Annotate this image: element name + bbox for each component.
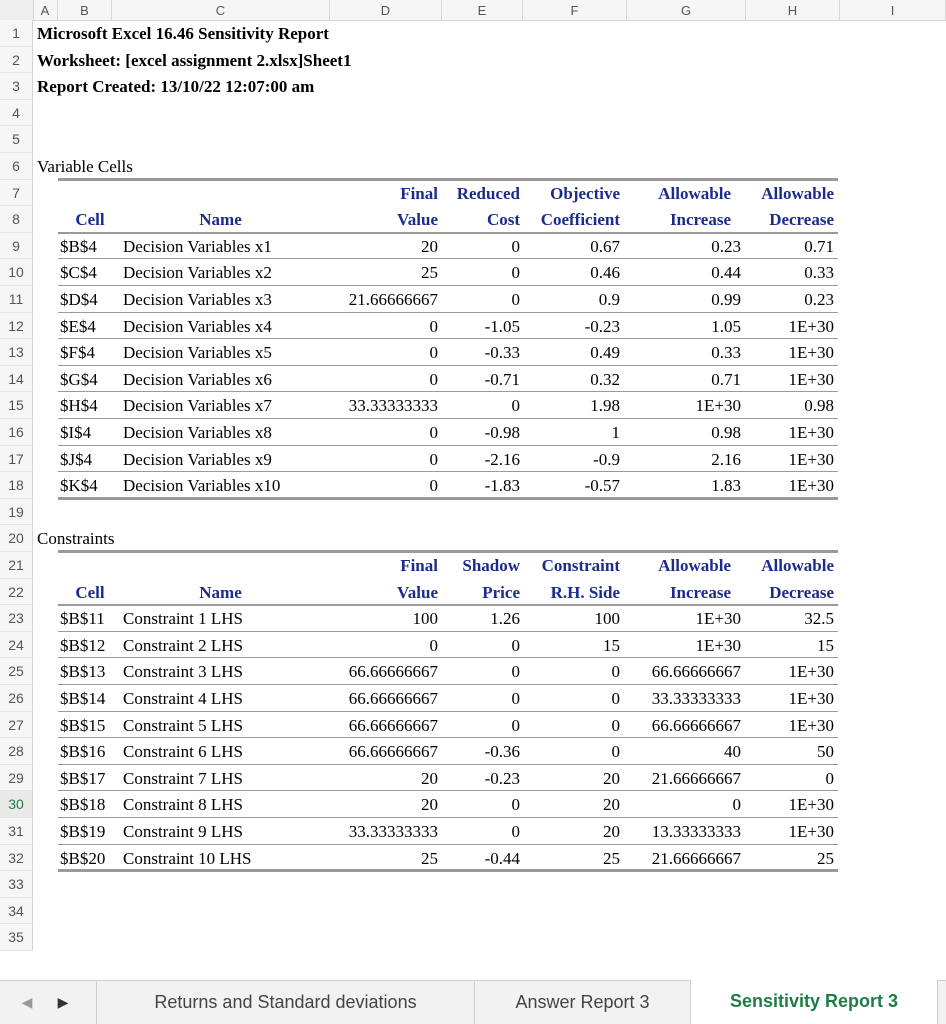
cell-coefficient-or-rhs[interactable]: 100	[594, 609, 620, 629]
sheet-row-32	[0, 845, 946, 872]
header-final-value[interactable]: Value	[397, 210, 438, 230]
cell-coefficient-or-rhs[interactable]: 1.98	[590, 396, 620, 416]
row-number[interactable]: 15	[0, 392, 33, 419]
cell-cell[interactable]: $D$4	[60, 290, 98, 309]
cell-final-value[interactable]: 0	[429, 423, 438, 442]
row-number[interactable]: 16	[0, 419, 33, 446]
row-number[interactable]: 7	[0, 180, 33, 207]
cell-allowable-decrease[interactable]: 0.98	[804, 396, 834, 416]
cell-allowable-decrease[interactable]: 1E+30	[788, 476, 834, 496]
sheet-row-28	[0, 738, 946, 765]
cell-cell[interactable]: $K$4	[60, 476, 98, 496]
cell-cost-or-price[interactable]: 0	[511, 689, 520, 708]
column-header-h[interactable]: H	[746, 0, 840, 20]
cell-name[interactable]: Constraint 10 LHS	[123, 848, 252, 868]
cell-cell[interactable]: $B$4	[60, 236, 97, 256]
sheet-row-3	[0, 73, 946, 100]
constraints-row-rule	[58, 631, 838, 632]
row-number[interactable]: 30	[0, 791, 33, 818]
cell-name[interactable]: Decision Variables x3	[123, 290, 272, 309]
cell-final-value[interactable]: 0	[429, 316, 438, 336]
cell-final-value[interactable]: 20	[421, 768, 438, 788]
header-final-value-top[interactable]: Final	[400, 556, 438, 575]
cell-allowable-increase[interactable]: 13.33333333	[651, 822, 741, 841]
sheet-row-31	[0, 818, 946, 845]
cell-coefficient-or-rhs[interactable]: 1	[611, 423, 620, 442]
cell-allowable-increase[interactable]: 2.16	[711, 449, 741, 469]
cell-name[interactable]: Decision Variables x2	[123, 263, 272, 283]
row-number[interactable]: 31	[0, 818, 33, 845]
row-number[interactable]: 10	[0, 259, 33, 286]
row-number[interactable]: 6	[0, 153, 33, 180]
cell-name[interactable]: Constraint 8 LHS	[123, 795, 243, 815]
sheet-row-9	[0, 233, 946, 260]
cell-coefficient-or-rhs[interactable]: 0	[611, 689, 620, 708]
cell-name[interactable]: Decision Variables x1	[123, 236, 272, 256]
cell-allowable-increase[interactable]: 0.23	[711, 236, 741, 256]
cell-allowable-decrease[interactable]: 1E+30	[788, 715, 834, 735]
cell-final-value[interactable]: 66.66666667	[348, 689, 438, 708]
cell-allowable-increase[interactable]: 21.66666667	[651, 768, 741, 788]
cell-allowable-decrease[interactable]: 32.5	[804, 609, 834, 629]
row-number[interactable]: 33	[0, 871, 33, 898]
cell-allowable-increase[interactable]: 0.71	[711, 369, 741, 389]
constraints-bottom-rule	[58, 869, 838, 872]
header-coefficient-or-rhs-top[interactable]: Constraint	[541, 556, 620, 575]
sheet-row-4	[0, 100, 946, 127]
cell-allowable-increase[interactable]: 66.66666667	[651, 715, 741, 735]
sheet-row-12	[0, 313, 946, 340]
header-coefficient-or-rhs-top[interactable]: Objective	[550, 183, 620, 203]
sheet-row-19	[0, 499, 946, 526]
cell-final-value[interactable]: 100	[412, 609, 438, 629]
cell-allowable-decrease[interactable]: 1E+30	[788, 689, 834, 708]
cell-allowable-decrease[interactable]: 15	[817, 635, 834, 655]
cell-cost-or-price[interactable]: 1.26	[490, 609, 520, 629]
cell-cell[interactable]: $E$4	[60, 316, 96, 336]
cell-cost-or-price[interactable]: 0	[511, 715, 520, 735]
sheet-row-14	[0, 366, 946, 393]
row-number[interactable]: 26	[0, 685, 33, 712]
cell-final-value[interactable]: 66.66666667	[348, 742, 438, 762]
header-name[interactable]: Name	[199, 210, 242, 230]
header-allowable-increase[interactable]: Increase	[669, 210, 731, 230]
sheet-row-11	[0, 286, 946, 313]
constraints-row-rule	[58, 764, 838, 765]
cell-final-value[interactable]: 0	[429, 343, 438, 363]
cell-allowable-decrease[interactable]: 1E+30	[788, 369, 834, 389]
row-number[interactable]: 34	[0, 898, 33, 925]
select-all-corner[interactable]	[0, 0, 34, 20]
cell-coefficient-or-rhs[interactable]: 20	[603, 795, 620, 815]
cell-cell[interactable]: $H$4	[60, 396, 98, 416]
column-header-d[interactable]: D	[330, 0, 442, 20]
sheet-row-29	[0, 765, 946, 792]
report-created[interactable]: Report Created: 13/10/22 12:07:00 am	[37, 77, 315, 97]
cell-name[interactable]: Decision Variables x10	[123, 476, 281, 496]
cell-allowable-decrease[interactable]: 0	[825, 768, 834, 788]
cell-cell[interactable]: $G$4	[60, 369, 98, 389]
cell-cost-or-price[interactable]: -0.44	[484, 848, 520, 868]
cell-cost-or-price[interactable]: -0.23	[484, 768, 520, 788]
column-header-c[interactable]: C	[112, 0, 330, 20]
row-number[interactable]: 14	[0, 366, 33, 393]
cell-name[interactable]: Constraint 2 LHS	[123, 635, 243, 655]
sheet-row-20	[0, 525, 946, 552]
report-title[interactable]: Microsoft Excel 16.46 Sensitivity Report	[37, 24, 329, 43]
row-number[interactable]: 22	[0, 579, 33, 606]
cell-allowable-increase[interactable]: 1E+30	[695, 609, 741, 629]
cell-name[interactable]: Decision Variables x4	[123, 316, 272, 336]
column-header-a[interactable]: A	[33, 0, 58, 20]
cell-coefficient-or-rhs[interactable]: 0.67	[590, 236, 620, 256]
sheet-row-34	[0, 898, 946, 925]
cell-cell[interactable]: $B$16	[60, 742, 106, 762]
constraints-header-rule	[58, 604, 838, 606]
cell-coefficient-or-rhs[interactable]: 0	[611, 662, 620, 682]
sheet-tab-bar	[0, 980, 946, 1024]
row-number[interactable]: 9	[0, 233, 33, 260]
column-header-g[interactable]: G	[627, 0, 746, 20]
cell-allowable-decrease[interactable]: 1E+30	[788, 822, 834, 841]
cell-cost-or-price[interactable]: -0.33	[484, 343, 520, 363]
row-number[interactable]: 28	[0, 738, 33, 765]
cell-coefficient-or-rhs[interactable]: 0.9	[598, 290, 620, 309]
cell-coefficient-or-rhs[interactable]: 20	[603, 768, 620, 788]
header-cost-or-price[interactable]: Price	[482, 582, 520, 602]
header-allowable-increase-top[interactable]: Allowable	[658, 556, 731, 575]
cell-coefficient-or-rhs[interactable]: -0.9	[593, 449, 620, 469]
cell-cost-or-price[interactable]: -0.71	[484, 369, 520, 389]
cell-allowable-decrease[interactable]: 25	[817, 848, 834, 868]
cell-allowable-increase[interactable]: 40	[724, 742, 741, 762]
cell-allowable-increase[interactable]: 0	[732, 795, 741, 815]
cell-cell[interactable]: $B$14	[60, 689, 106, 708]
header-cell[interactable]: Cell	[75, 582, 105, 602]
tab-answer-report-3[interactable]: Answer Report 3	[474, 981, 690, 1024]
cell-cell[interactable]: $C$4	[60, 263, 97, 283]
cell-cost-or-price[interactable]: -0.36	[484, 742, 520, 762]
variable_cells-row-rule	[58, 365, 838, 366]
cell-final-value[interactable]: 20	[421, 236, 438, 256]
constraints-row-rule	[58, 844, 838, 845]
row-number[interactable]: 4	[0, 100, 33, 127]
sheet-row-33	[0, 871, 946, 898]
cell-allowable-decrease[interactable]: 0.71	[804, 236, 834, 256]
header-allowable-decrease-top[interactable]: Allowable	[761, 556, 834, 575]
sheet-row-10	[0, 259, 946, 286]
cell-allowable-increase[interactable]: 0.33	[711, 343, 741, 363]
cell-final-value[interactable]: 25	[421, 848, 438, 868]
row-number[interactable]: 3	[0, 73, 33, 100]
header-cost-or-price-top[interactable]: Shadow	[462, 556, 520, 575]
sheet-row-13	[0, 339, 946, 366]
cell-allowable-increase[interactable]: 1.83	[711, 476, 741, 496]
tab-sensitivity-report-3[interactable]: Sensitivity Report 3	[690, 980, 938, 1024]
cell-name[interactable]: Constraint 7 LHS	[123, 768, 243, 788]
sheet-row-24	[0, 632, 946, 659]
row-number[interactable]: 29	[0, 765, 33, 792]
constraints-row-rule	[58, 711, 838, 712]
column-header-i[interactable]: I	[840, 0, 946, 20]
cell-allowable-decrease[interactable]: 1E+30	[788, 662, 834, 682]
cell-cell[interactable]: $B$17	[60, 768, 106, 788]
header-cost-or-price-top[interactable]: Reduced	[456, 183, 520, 203]
header-final-value-top[interactable]: Final	[400, 183, 438, 203]
cell-final-value[interactable]: 0	[429, 449, 438, 469]
cell-allowable-increase[interactable]: 1.05	[711, 316, 741, 336]
cell-allowable-decrease[interactable]: 1E+30	[788, 316, 834, 336]
header-allowable-increase-top[interactable]: Allowable	[658, 183, 731, 203]
cell-allowable-increase[interactable]: 1E+30	[695, 396, 741, 416]
cell-allowable-decrease[interactable]: 1E+30	[788, 449, 834, 469]
cell-cost-or-price[interactable]: 0	[511, 263, 520, 283]
variable-cells-section-title[interactable]: Variable Cells	[37, 157, 133, 176]
constraints-top-rule	[58, 550, 838, 553]
sheet-row-25	[0, 658, 946, 685]
cell-final-value[interactable]: 0	[429, 635, 438, 655]
cell-allowable-increase[interactable]: 0.98	[711, 423, 741, 442]
next-sheet-arrow-icon[interactable]: ▶	[57, 994, 69, 1010]
cell-cost-or-price[interactable]: 0	[511, 635, 520, 655]
header-allowable-increase[interactable]: Increase	[669, 582, 731, 602]
cell-name[interactable]: Constraint 3 LHS	[123, 662, 243, 682]
sheet-row-22	[0, 579, 946, 606]
cell-name[interactable]: Constraint 4 LHS	[123, 689, 243, 708]
cell-cell[interactable]: $B$19	[60, 822, 106, 841]
cell-allowable-decrease[interactable]: 0.33	[804, 263, 834, 283]
cell-cell[interactable]: $B$11	[60, 609, 105, 629]
cell-final-value[interactable]: 25	[421, 263, 438, 283]
cell-coefficient-or-rhs[interactable]: 0.46	[590, 263, 620, 283]
cell-final-value[interactable]: 66.66666667	[348, 715, 438, 735]
constraints-row-rule	[58, 817, 838, 818]
column-header-bar	[0, 0, 946, 21]
cell-name[interactable]: Decision Variables x9	[123, 449, 272, 469]
row-number[interactable]: 5	[0, 126, 33, 153]
row-number[interactable]: 8	[0, 206, 33, 233]
sheet-row-5	[0, 126, 946, 153]
cell-allowable-decrease[interactable]: 1E+30	[788, 343, 834, 363]
sheet-row-16	[0, 419, 946, 446]
header-coefficient-or-rhs[interactable]: Coefficient	[540, 210, 620, 230]
cell-name[interactable]: Constraint 5 LHS	[123, 715, 243, 735]
header-allowable-decrease[interactable]: Decrease	[769, 210, 834, 230]
cell-allowable-increase[interactable]: 1E+30	[695, 635, 741, 655]
variable_cells-row-rule	[58, 445, 838, 446]
row-number[interactable]: 21	[0, 552, 33, 579]
cell-final-value[interactable]: 33.33333333	[348, 822, 438, 841]
cell-allowable-decrease[interactable]: 1E+30	[788, 795, 834, 815]
cell-name[interactable]: Decision Variables x7	[123, 396, 272, 416]
cell-allowable-decrease[interactable]: 0.23	[804, 290, 834, 309]
cell-cell[interactable]: $I$4	[60, 423, 92, 442]
cell-cost-or-price[interactable]: -1.05	[484, 316, 520, 336]
sheet-row-23	[0, 605, 946, 632]
cell-final-value[interactable]: 66.66666667	[348, 662, 438, 682]
cell-allowable-decrease[interactable]: 1E+30	[788, 423, 834, 442]
header-coefficient-or-rhs[interactable]: R.H. Side	[550, 582, 620, 602]
sheet-row-8	[0, 206, 946, 233]
row-number[interactable]: 18	[0, 472, 33, 499]
row-number[interactable]: 32	[0, 845, 33, 872]
sheet-row-26	[0, 685, 946, 712]
cell-cost-or-price[interactable]: 0	[511, 236, 520, 256]
cell-cost-or-price[interactable]: -2.16	[484, 449, 520, 469]
cell-allowable-increase[interactable]: 66.66666667	[651, 662, 741, 682]
variable_cells-top-rule	[58, 178, 838, 181]
constraints-row-rule	[58, 684, 838, 685]
column-header-b[interactable]: B	[58, 0, 112, 20]
constraints-row-rule	[58, 737, 838, 738]
row-number[interactable]: 12	[0, 313, 33, 340]
cell-cell[interactable]: $F$4	[60, 343, 95, 363]
sheet-row-2	[0, 47, 946, 74]
cell-cell[interactable]: $B$15	[60, 715, 106, 735]
header-cell[interactable]: Cell	[75, 210, 105, 230]
variable_cells-header-rule	[58, 232, 838, 234]
sheet-row-18	[0, 472, 946, 499]
variable_cells-row-rule	[58, 312, 838, 313]
sheet-row-21	[0, 552, 946, 579]
cell-cost-or-price[interactable]: -1.83	[484, 476, 520, 496]
variable_cells-row-rule	[58, 258, 838, 259]
column-header-e[interactable]: E	[442, 0, 523, 20]
cell-cost-or-price[interactable]: 0	[511, 662, 520, 682]
cell-cell[interactable]: $B$13	[60, 662, 106, 682]
cell-cost-or-price[interactable]: 0	[511, 822, 520, 841]
cell-cost-or-price[interactable]: -0.98	[484, 423, 520, 442]
cell-cost-or-price[interactable]: 0	[511, 795, 520, 815]
cell-allowable-increase[interactable]: 0.99	[711, 290, 741, 309]
report-worksheet[interactable]: Worksheet: [excel assignment 2.xlsx]Sheet1	[37, 50, 352, 70]
row-number[interactable]: 25	[0, 658, 33, 685]
cell-allowable-increase[interactable]: 21.66666667	[651, 848, 741, 868]
cell-final-value[interactable]: 20	[421, 795, 438, 815]
cell-cell[interactable]: $J$4	[60, 449, 93, 469]
variable_cells-row-rule	[58, 338, 838, 339]
cell-allowable-increase[interactable]: 0.44	[711, 263, 741, 283]
cell-coefficient-or-rhs[interactable]: 20	[603, 822, 620, 841]
variable_cells-row-rule	[58, 285, 838, 286]
cell-coefficient-or-rhs[interactable]: -0.23	[584, 316, 620, 336]
cell-allowable-increase[interactable]: 33.33333333	[651, 689, 741, 708]
cell-cost-or-price[interactable]: 0	[511, 396, 520, 416]
cell-cost-or-price[interactable]: 0	[511, 290, 520, 309]
cell-final-value[interactable]: 0	[429, 476, 438, 496]
sheet-row-1	[0, 20, 946, 47]
constraints-section-title[interactable]: Constraints	[37, 529, 115, 549]
row-number[interactable]: 35	[0, 924, 33, 951]
cell-cell[interactable]: $B$20	[60, 848, 106, 868]
cell-coefficient-or-rhs[interactable]: 0.49	[590, 343, 620, 363]
cell-name[interactable]: Constraint 6 LHS	[123, 742, 243, 762]
header-final-value[interactable]: Value	[397, 582, 438, 602]
cell-name[interactable]: Decision Variables x8	[123, 423, 272, 442]
tab-returns-and-standard-deviations[interactable]: Returns and Standard deviations	[96, 981, 474, 1024]
sheet-row-6	[0, 153, 946, 180]
sheet-row-27	[0, 712, 946, 739]
cell-coefficient-or-rhs[interactable]: 15	[603, 635, 620, 655]
variable_cells-row-rule	[58, 391, 838, 392]
row-number[interactable]: 1	[0, 20, 33, 47]
row-number[interactable]: 17	[0, 446, 33, 473]
row-number[interactable]: 27	[0, 712, 33, 739]
constraints-row-rule	[58, 790, 838, 791]
cell-name[interactable]: Decision Variables x5	[123, 343, 272, 363]
cell-coefficient-or-rhs[interactable]: 0	[611, 742, 620, 762]
header-allowable-decrease[interactable]: Decrease	[769, 582, 834, 602]
cell-name[interactable]: Constraint 1 LHS	[123, 609, 243, 629]
row-number[interactable]: 13	[0, 339, 33, 366]
cell-name[interactable]: Constraint 9 LHS	[123, 822, 243, 841]
row-number[interactable]: 23	[0, 605, 33, 632]
row-number[interactable]: 24	[0, 632, 33, 659]
cell-coefficient-or-rhs[interactable]: 25	[603, 848, 620, 868]
row-number[interactable]: 19	[0, 499, 33, 526]
row-number[interactable]: 2	[0, 47, 33, 74]
sheet-row-7	[0, 180, 946, 207]
prev-sheet-arrow-icon[interactable]: ◀	[21, 994, 33, 1010]
header-allowable-decrease-top[interactable]: Allowable	[761, 183, 834, 203]
sheet-row-15	[0, 392, 946, 419]
header-cost-or-price[interactable]: Cost	[486, 210, 520, 230]
sheet-row-17	[0, 446, 946, 473]
header-name[interactable]: Name	[199, 582, 242, 602]
sheet-row-30	[0, 791, 946, 818]
cell-final-value[interactable]: 0	[429, 369, 438, 389]
cell-coefficient-or-rhs[interactable]: 0	[611, 715, 620, 735]
cell-coefficient-or-rhs[interactable]: 0.32	[590, 369, 620, 389]
variable_cells-row-rule	[58, 418, 838, 419]
cell-allowable-decrease[interactable]: 50	[817, 742, 834, 762]
cell-cell[interactable]: $B$12	[60, 635, 106, 655]
cell-final-value[interactable]: 33.33333333	[348, 396, 438, 416]
sheet-row-35	[0, 924, 946, 951]
column-header-f[interactable]: F	[523, 0, 627, 20]
cell-coefficient-or-rhs[interactable]: -0.57	[584, 476, 620, 496]
cell-name[interactable]: Decision Variables x6	[123, 369, 272, 389]
constraints-row-rule	[58, 657, 838, 658]
row-number[interactable]: 20	[0, 525, 33, 552]
variable_cells-bottom-rule	[58, 497, 838, 500]
cell-cell[interactable]: $B$18	[60, 795, 106, 815]
row-number[interactable]: 11	[0, 286, 33, 313]
cell-final-value[interactable]: 21.66666667	[348, 290, 438, 309]
variable_cells-row-rule	[58, 471, 838, 472]
